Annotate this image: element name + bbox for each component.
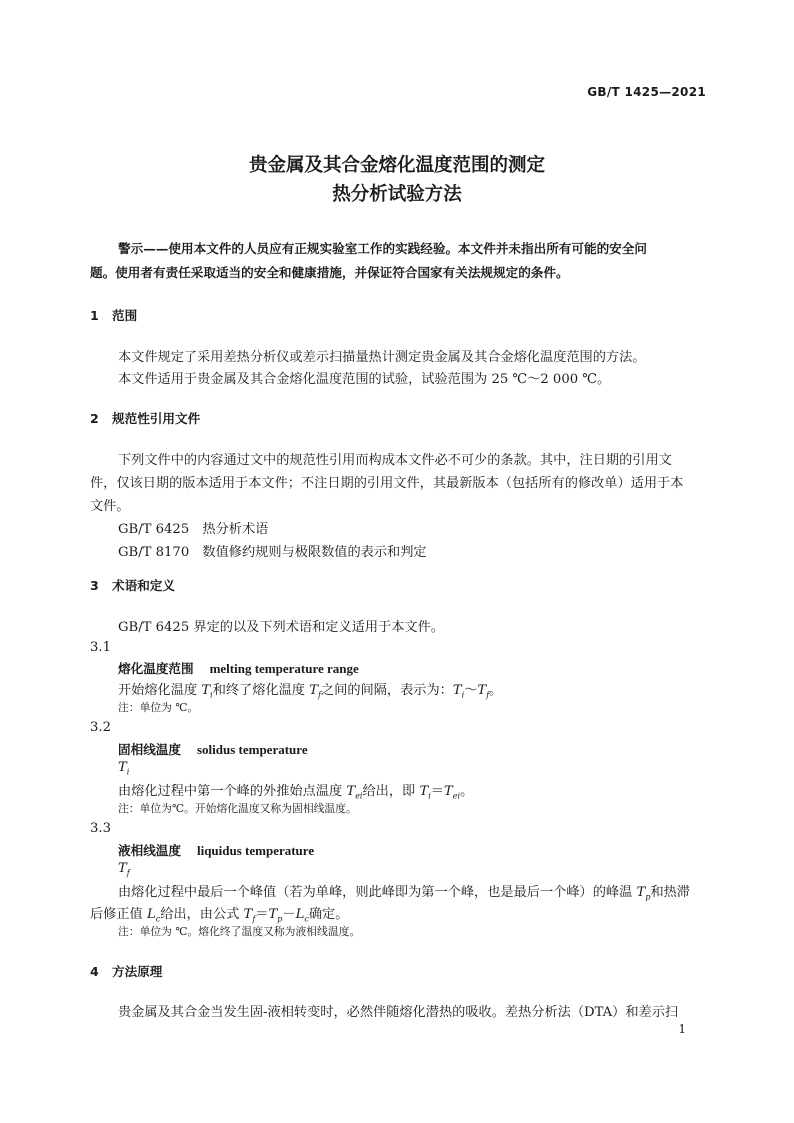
- term-3-3-symbol: $T_f$: [118, 861, 130, 878]
- symbol-tf: $T_f$: [477, 683, 490, 700]
- document-title-line1: 贵金属及其合金熔化温度范围的测定: [248, 155, 545, 176]
- term-3-3-definition-line2: 后修正值 $L_c$给出，由公式 $T_f=T_p-L_c$确定。: [90, 907, 349, 924]
- section-number: 2: [90, 411, 99, 426]
- section-1-paragraph-1: 本文件规定了采用差热分析仪或差示扫描量热计测定贵金属及其合金熔化温度范围的方法。: [118, 350, 646, 365]
- term-3-1-heading: [118, 658, 359, 677]
- symbol-tf: $T_f$: [309, 683, 321, 700]
- symbol-tp: $T_p$: [268, 907, 283, 924]
- term-english: melting temperature range: [209, 661, 359, 676]
- term-3-2-note: 注：单位为℃。开始熔化温度又称为固相线温度。: [118, 802, 357, 815]
- section-number: 1: [90, 308, 99, 323]
- term-3-1-definition: 开始熔化温度 $T_i$和终了熔化温度 $T_f$之间的间隔，表示为：$T_i\sim T_f$。: [118, 683, 503, 700]
- term-3-3-heading: [118, 840, 314, 859]
- term-english: liquidus temperature: [196, 843, 315, 858]
- section-title: 方法原理: [112, 964, 163, 979]
- section-1-paragraph-2: 本文件适用于贵金属及其合金熔化温度范围的试验，试验范围为 25 ℃～2 000 ℃。: [118, 372, 611, 387]
- page-number: 1: [678, 1022, 686, 1036]
- symbol-tf: $T_f$: [243, 907, 256, 924]
- term-3-3-definition-line1: 由熔化过程中最后一个峰值（若为单峰，则此峰即为第一个峰，也是最后一个峰）的峰温 $T_p$和热滞: [118, 885, 690, 902]
- section-3-heading: [90, 575, 175, 594]
- section-2-paragraph-line1: 下列文件中的内容通过文中的规范性引用而构成本文件必不可少的条款。其中，注日期的引用文: [118, 453, 672, 468]
- standard-code: GB/T 1425—2021: [587, 85, 706, 99]
- term-3-3-number: 3.3: [90, 821, 111, 836]
- section-1-heading: [90, 305, 137, 324]
- section-title: 范围: [112, 308, 138, 323]
- symbol-ti: $T_i$: [452, 683, 465, 700]
- term-3-3-note: 注：单位为 ℃。熔化终了温度又称为液相线温度。: [118, 925, 361, 938]
- symbol-ti: $T_i$: [419, 784, 431, 801]
- section-number: 3: [90, 578, 99, 593]
- reference-2: GB/T 8170 数值修约规则与极限数值的表示和判定: [118, 545, 427, 560]
- symbol-tei: $T_{ei}$: [346, 784, 363, 801]
- term-english: solidus temperature: [196, 742, 308, 757]
- section-number: 4: [90, 964, 99, 979]
- symbol-lc: $L_c$: [146, 907, 161, 924]
- section-2-heading: [90, 408, 200, 427]
- document-title-line2: 热分析试验方法: [332, 184, 462, 205]
- term-3-1-note: 注：单位为 ℃。: [118, 701, 199, 714]
- term-chinese: 固相线温度: [118, 742, 181, 757]
- section-2-paragraph-line3: 文件。: [90, 499, 130, 514]
- section-2-paragraph-line2: 件，仅该日期的版本适用于本文件；不注日期的引用文件，其最新版本（包括所有的修改单）适用于本: [90, 476, 684, 491]
- symbol-lc: $L_c$: [295, 907, 309, 924]
- term-3-2-symbol: $T_i$: [118, 760, 130, 777]
- section-4-heading: [90, 961, 162, 980]
- term-chinese: 液相线温度: [118, 843, 181, 858]
- term-3-2-number: 3.2: [90, 720, 111, 735]
- section-title: 规范性引用文件: [112, 411, 201, 426]
- term-3-2-definition: 由熔化过程中第一个峰的外推始点温度 $T_{ei}$给出，即 $T_i=T_{ei}$。: [118, 784, 474, 801]
- term-3-1-number: 3.1: [90, 640, 111, 655]
- section-title: 术语和定义: [112, 578, 175, 593]
- section-4-paragraph: 贵金属及其合金当发生固-液相转变时，必然伴随熔化潜热的吸收。差热分析法（DTA）和差示扫: [118, 1005, 679, 1020]
- term-3-2-heading: [118, 739, 308, 758]
- warning-line2: 题。使用者有责任采取适当的安全和健康措施，并保证符合国家有关法规规定的条件。: [90, 265, 569, 280]
- symbol-tei: $T_{ei}$: [443, 784, 461, 801]
- symbol-ti: $T_i$: [201, 683, 213, 700]
- warning-line1: 警示——使用本文件的人员应有正规实验室工作的实践经验。本文件并未指出所有可能的安全问: [118, 241, 647, 256]
- section-3-intro: GB/T 6425 界定的以及下列术语和定义适用于本文件。: [118, 620, 444, 635]
- symbol-tp: $T_p$: [636, 885, 651, 902]
- reference-1: GB/T 6425 热分析术语: [118, 522, 269, 537]
- term-chinese: 熔化温度范围: [118, 661, 194, 676]
